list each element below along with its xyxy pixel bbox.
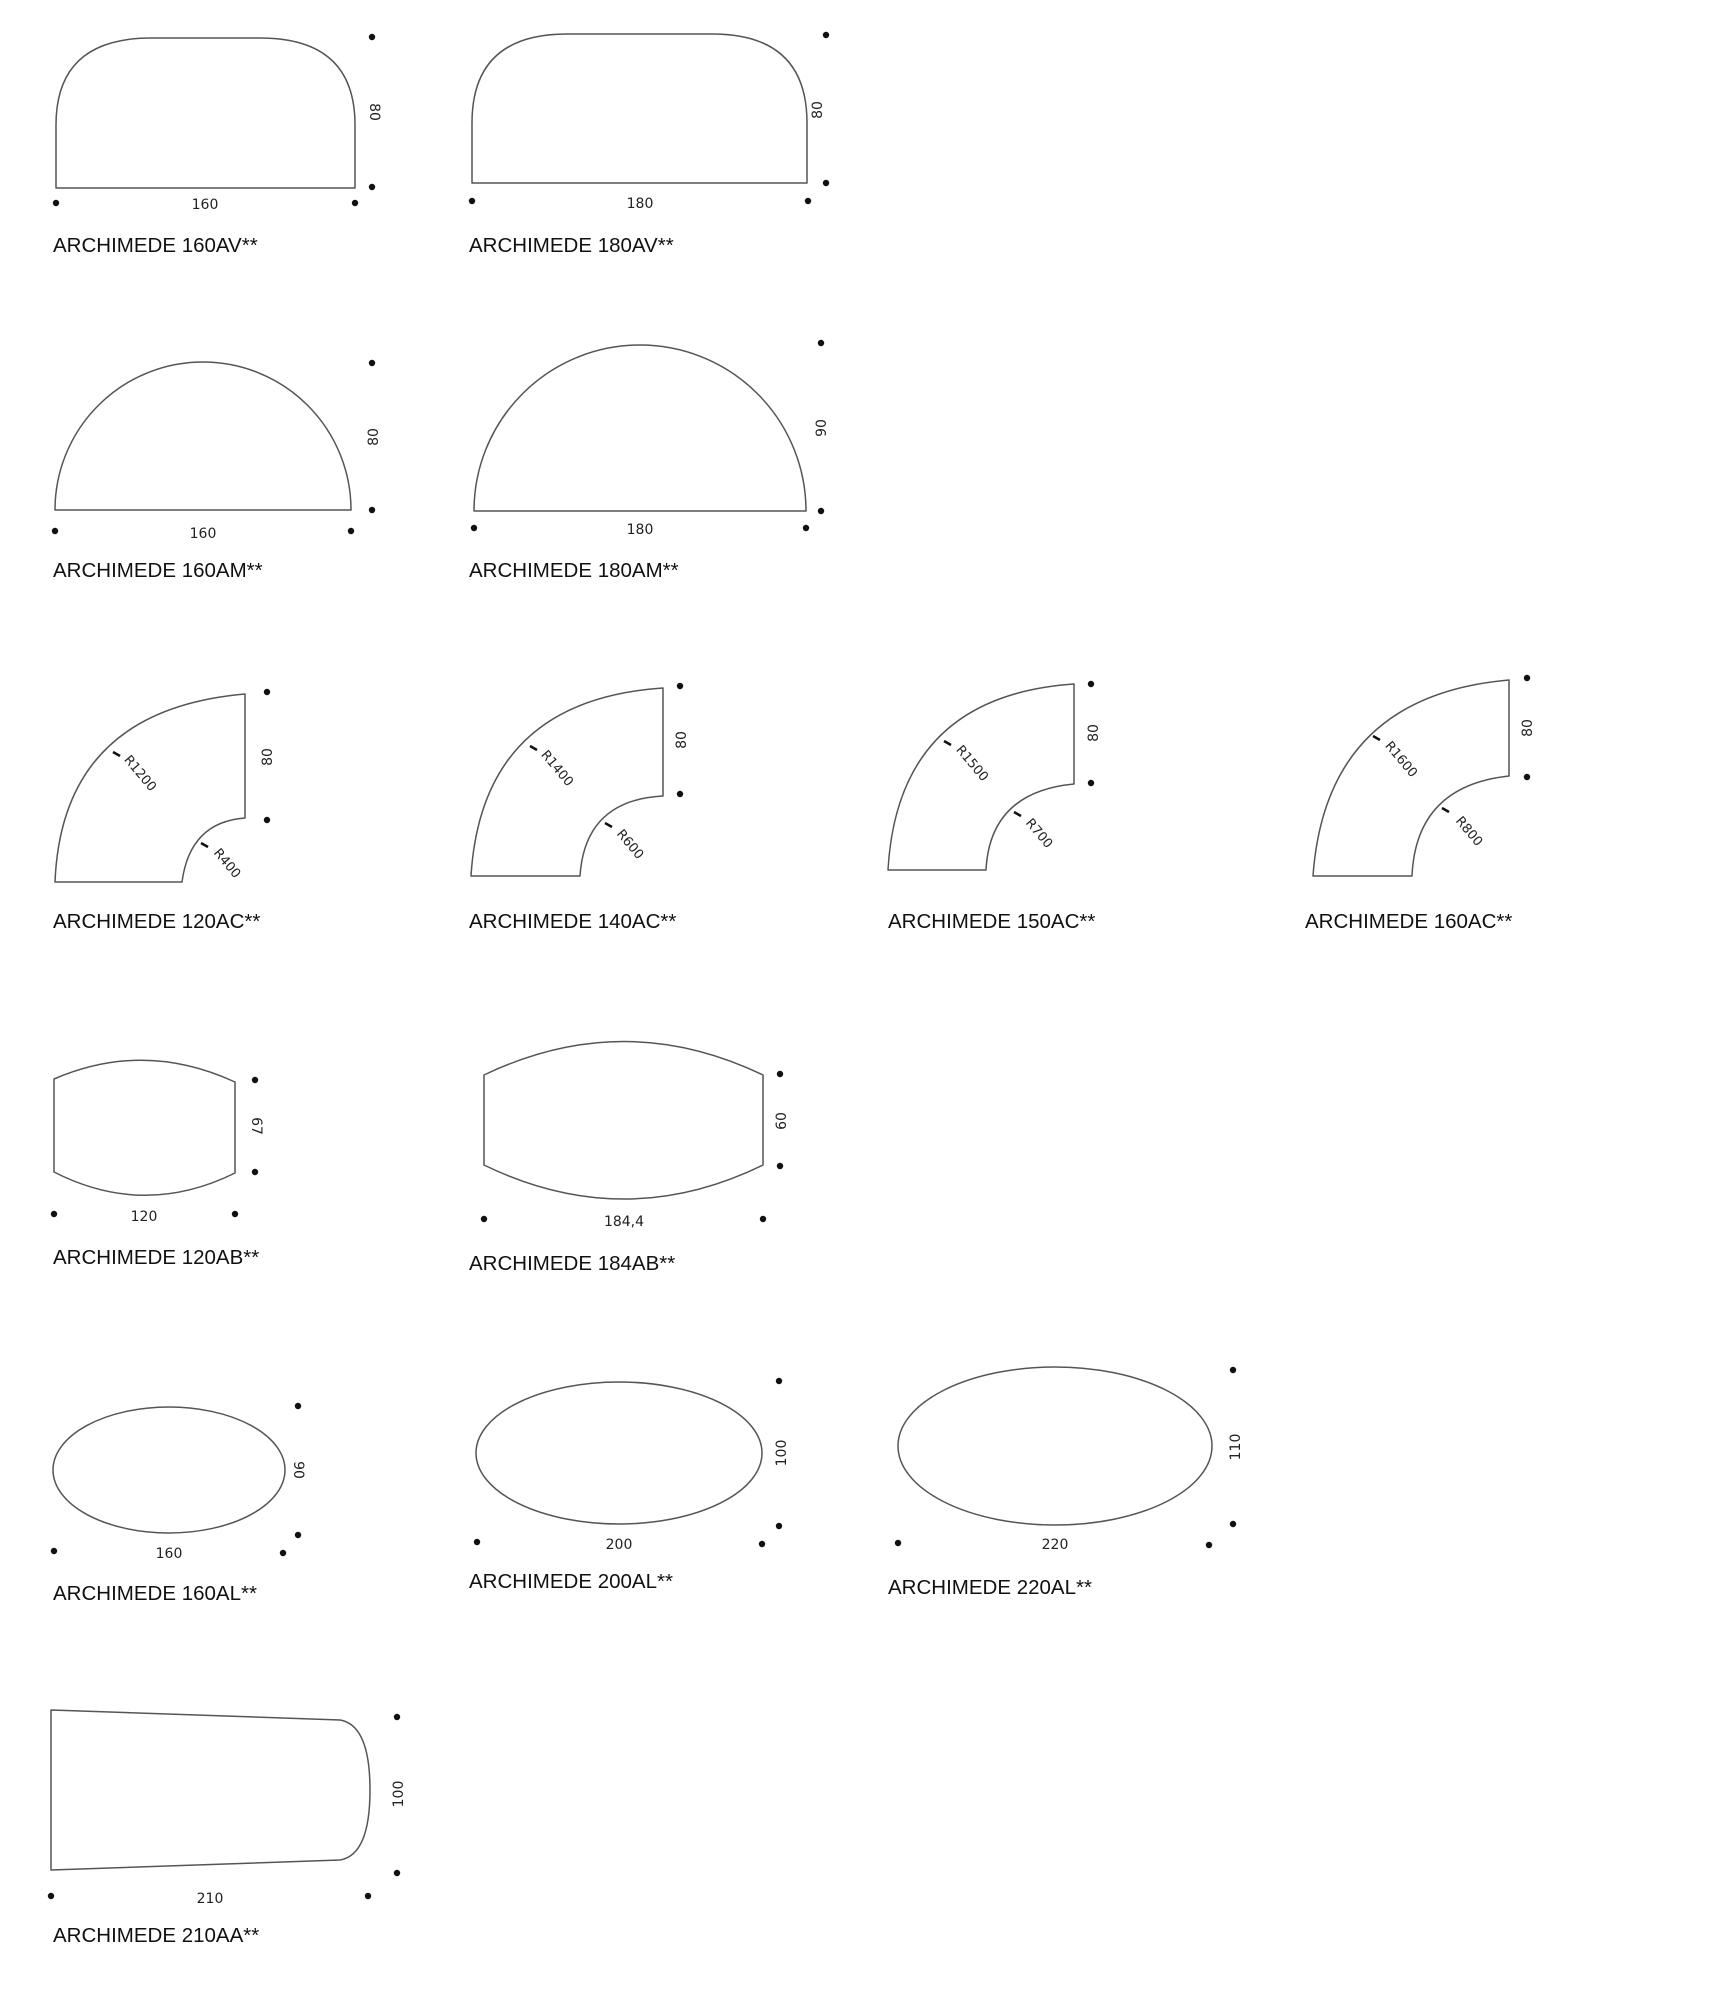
radius-marker bbox=[530, 746, 537, 750]
width-label: 180 bbox=[626, 196, 654, 212]
table-160am-outline bbox=[55, 362, 351, 510]
inner-radius-label: R800 bbox=[1452, 813, 1486, 850]
dimension-dot bbox=[895, 1540, 901, 1546]
inner-radius-label: R700 bbox=[1022, 815, 1056, 852]
depth-label: 80 bbox=[260, 748, 276, 766]
table-220al-outline bbox=[898, 1367, 1212, 1525]
table-180am bbox=[469, 340, 830, 582]
dimension-dot bbox=[352, 200, 358, 206]
outer-radius-label: R1200 bbox=[120, 752, 159, 795]
dimension-dot bbox=[51, 1548, 57, 1554]
table-160al-outline bbox=[53, 1407, 285, 1533]
width-label: 180 bbox=[626, 522, 654, 538]
depth-label: 80 bbox=[1086, 724, 1102, 742]
dimension-dot bbox=[264, 817, 270, 823]
model-name: ARCHIMEDE 120AB** bbox=[53, 1246, 260, 1269]
table-220al bbox=[888, 1367, 1244, 1599]
model-name: ARCHIMEDE 160AL** bbox=[53, 1582, 257, 1605]
table-180av-outline bbox=[472, 34, 807, 183]
width-label: 220 bbox=[1041, 1537, 1069, 1553]
dimension-dot bbox=[369, 34, 375, 40]
model-name: ARCHIMEDE 210AA** bbox=[53, 1924, 260, 1947]
table-180av bbox=[469, 32, 829, 257]
dimension-dot bbox=[394, 1714, 400, 1720]
dimension-dot bbox=[760, 1216, 766, 1222]
dimension-dot bbox=[823, 180, 829, 186]
dimension-dot bbox=[471, 525, 477, 531]
model-name: ARCHIMEDE 220AL** bbox=[888, 1576, 1092, 1599]
dimension-dot bbox=[469, 198, 475, 204]
model-name: ARCHIMEDE 184AB** bbox=[469, 1252, 676, 1275]
model-name: ARCHIMEDE 160AV** bbox=[53, 234, 258, 257]
radius-marker bbox=[201, 843, 208, 847]
radius-marker bbox=[1373, 736, 1380, 740]
outer-radius-label: R1500 bbox=[952, 742, 991, 785]
dimension-dot bbox=[369, 360, 375, 366]
dimension-dot bbox=[776, 1523, 782, 1529]
radius-marker bbox=[944, 741, 951, 745]
dimension-dot bbox=[232, 1211, 238, 1217]
dimension-dot bbox=[252, 1077, 258, 1083]
table-160ac bbox=[1305, 675, 1536, 933]
inner-radius-label: R600 bbox=[613, 826, 647, 863]
dimension-dot bbox=[481, 1216, 487, 1222]
dimension-dot bbox=[677, 791, 683, 797]
dimension-dot bbox=[823, 32, 829, 38]
table-184ab-outline bbox=[484, 1042, 763, 1200]
dimension-dot bbox=[759, 1541, 765, 1547]
dimension-dot bbox=[1088, 780, 1094, 786]
dimension-dot bbox=[52, 528, 58, 534]
table-160al bbox=[51, 1403, 306, 1605]
radius-marker bbox=[113, 752, 120, 756]
width-label: 120 bbox=[130, 1209, 158, 1225]
dimension-dot bbox=[295, 1403, 301, 1409]
model-name: ARCHIMEDE 180AM** bbox=[469, 559, 679, 582]
table-160am bbox=[52, 360, 382, 582]
width-label: 200 bbox=[605, 1537, 633, 1553]
dimension-dot bbox=[1230, 1367, 1236, 1373]
model-name: ARCHIMEDE 150AC** bbox=[888, 910, 1096, 933]
dimension-dot bbox=[264, 689, 270, 695]
dimension-dot bbox=[803, 525, 809, 531]
table-120ab-outline bbox=[54, 1060, 235, 1195]
table-120ab bbox=[51, 1060, 264, 1269]
model-name: ARCHIMEDE 160AC** bbox=[1305, 910, 1513, 933]
depth-label: 60 bbox=[774, 1112, 790, 1130]
table-150ac bbox=[888, 681, 1102, 933]
dimension-dot bbox=[1088, 681, 1094, 687]
dimension-dot bbox=[805, 198, 811, 204]
dimension-dot bbox=[51, 1211, 57, 1217]
model-name: ARCHIMEDE 120AC** bbox=[53, 910, 261, 933]
depth-label: 80 bbox=[810, 101, 826, 119]
width-label: 160 bbox=[189, 526, 217, 542]
depth-label: 100 bbox=[391, 1780, 407, 1808]
table-160av bbox=[53, 34, 382, 257]
table-210aa-outline bbox=[51, 1710, 370, 1870]
table-200al bbox=[469, 1378, 790, 1593]
radius-marker bbox=[1014, 812, 1021, 816]
dimension-dot bbox=[1230, 1521, 1236, 1527]
width-label: 184,4 bbox=[603, 1214, 645, 1230]
radius-marker bbox=[605, 823, 612, 827]
dimension-dot bbox=[818, 508, 824, 514]
width-label: 210 bbox=[196, 1891, 224, 1907]
table-184ab bbox=[469, 1042, 790, 1276]
dimension-dot bbox=[53, 200, 59, 206]
dimension-dot bbox=[48, 1893, 54, 1899]
table-160av-outline bbox=[56, 38, 355, 188]
depth-label: 100 bbox=[774, 1439, 790, 1467]
dimension-dot bbox=[1524, 774, 1530, 780]
width-label: 160 bbox=[191, 197, 219, 213]
depth-label: 110 bbox=[1228, 1433, 1244, 1461]
model-name: ARCHIMEDE 160AM** bbox=[53, 559, 263, 582]
depth-label: 80 bbox=[1520, 719, 1536, 737]
table-140ac bbox=[469, 683, 690, 933]
dimension-dot bbox=[280, 1550, 286, 1556]
dimension-dot bbox=[776, 1378, 782, 1384]
model-name: ARCHIMEDE 180AV** bbox=[469, 234, 674, 257]
dimension-dot bbox=[818, 340, 824, 346]
dimension-dot bbox=[369, 507, 375, 513]
inner-radius-label: R400 bbox=[210, 845, 244, 882]
table-180am-outline bbox=[474, 345, 806, 511]
depth-label: 80 bbox=[674, 731, 690, 749]
dimension-dot bbox=[295, 1532, 301, 1538]
dimension-dot bbox=[474, 1539, 480, 1545]
dimension-dot bbox=[777, 1071, 783, 1077]
dimension-dot bbox=[777, 1163, 783, 1169]
model-name: ARCHIMEDE 200AL** bbox=[469, 1570, 673, 1593]
width-label: 160 bbox=[155, 1546, 183, 1562]
outer-radius-label: R1400 bbox=[537, 747, 576, 790]
dimension-dot bbox=[365, 1893, 371, 1899]
dimension-dot bbox=[394, 1870, 400, 1876]
depth-label: 90 bbox=[290, 1461, 306, 1479]
dimension-dot bbox=[369, 184, 375, 190]
radius-marker bbox=[1442, 808, 1449, 812]
depth-label: 90 bbox=[814, 419, 830, 437]
dimension-dot bbox=[1524, 675, 1530, 681]
table-120ac bbox=[53, 689, 276, 933]
depth-label: 67 bbox=[248, 1117, 264, 1135]
model-name: ARCHIMEDE 140AC** bbox=[469, 910, 677, 933]
table-210aa bbox=[48, 1710, 407, 1947]
depth-label: 80 bbox=[366, 428, 382, 446]
table-200al-outline bbox=[476, 1382, 762, 1524]
dimension-dot bbox=[1206, 1542, 1212, 1548]
dimension-dot bbox=[252, 1169, 258, 1175]
outer-radius-label: R1600 bbox=[1381, 738, 1420, 781]
depth-label: 80 bbox=[366, 103, 382, 121]
dimension-dot bbox=[348, 528, 354, 534]
dimension-dot bbox=[677, 683, 683, 689]
